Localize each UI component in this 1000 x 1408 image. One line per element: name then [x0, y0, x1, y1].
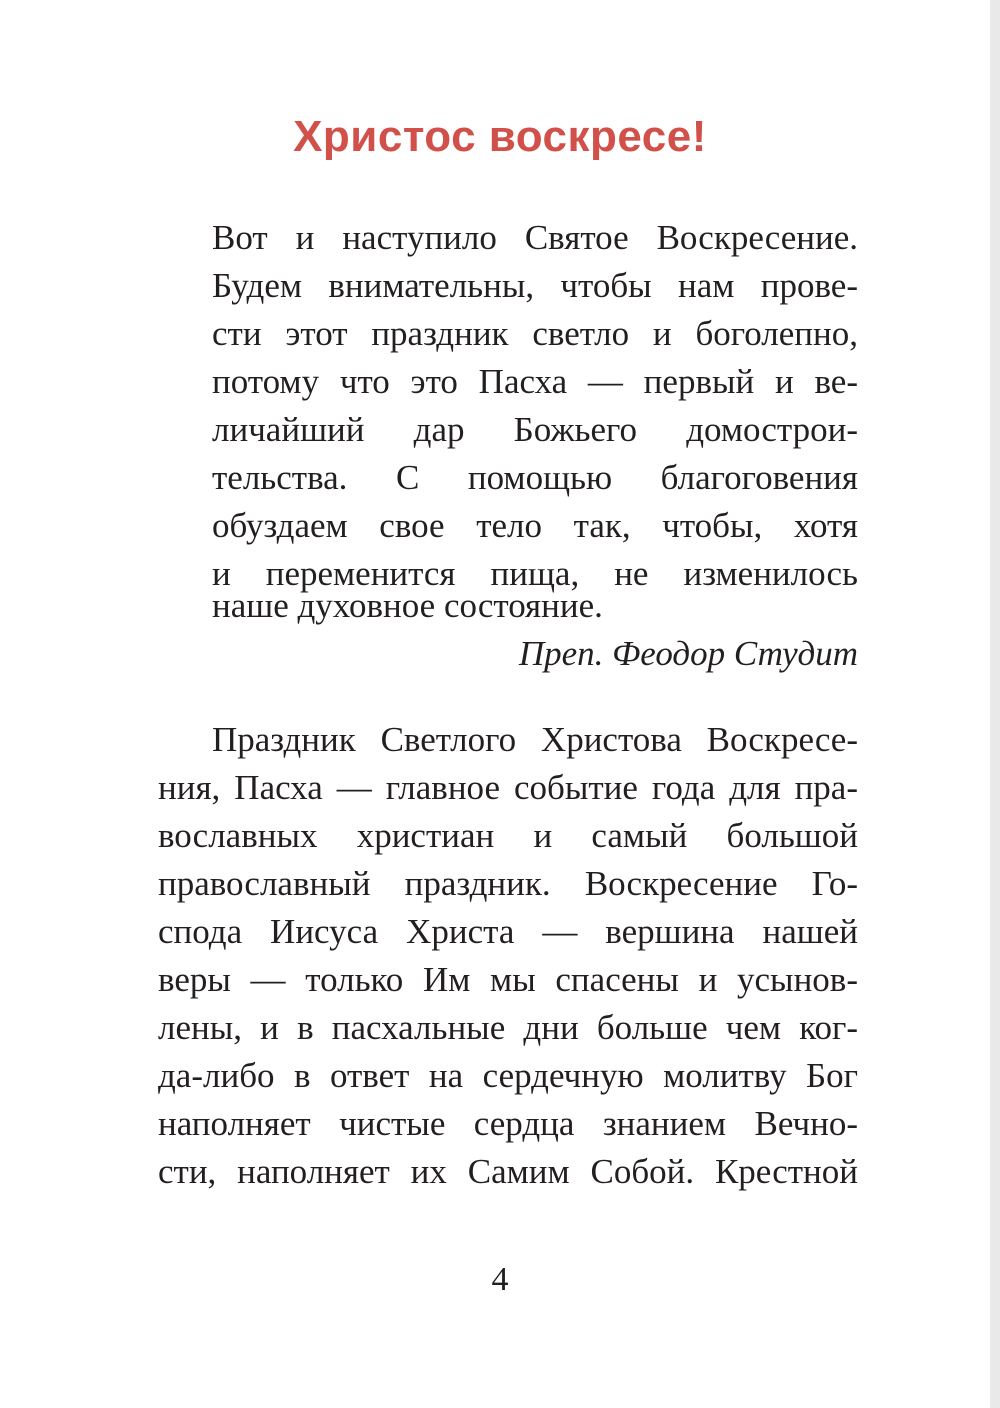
body-line: лены, и в пасхальные дни больше чем ког-	[158, 1008, 858, 1047]
epigraph-line: наше духовное состояние.	[212, 586, 603, 625]
body-line: наполняет чистые сердца знанием Вечно-	[158, 1104, 858, 1143]
epigraph-line: тельства. С помощью благоговения	[212, 458, 858, 497]
body-line: сти, наполняет их Самим Собой. Крестной	[158, 1152, 858, 1191]
epigraph-line: обуздаем свое тело так, чтобы, хотя	[212, 506, 858, 545]
epigraph-line: и переменится пища, не изменилось	[212, 554, 858, 593]
body-line: спода Иисуса Христа — вершина нашей	[158, 912, 858, 951]
page-edge-shadow	[990, 0, 1000, 1408]
body-line: Праздник Светлого Христова Воскресе-	[212, 720, 858, 759]
body-line: да-либо в ответ на сердечную молитву Бог	[158, 1056, 858, 1095]
epigraph-author: Преп. Феодор Студит	[518, 634, 858, 673]
page-number: 4	[491, 1261, 509, 1298]
body-line: православный праздник. Воскресение Го-	[158, 864, 858, 903]
body-line: ния, Пасха — главное событие года для пра-	[158, 768, 858, 807]
page-title: Христос воскресе!	[293, 112, 707, 161]
epigraph-line: потому что это Пасха — первый и ве-	[212, 362, 858, 401]
body-line: веры — только Им мы спасены и усынов-	[158, 960, 858, 999]
epigraph-line: Будем внимательны, чтобы нам прове-	[212, 266, 858, 305]
epigraph-line: личайший дар Божьего домострои-	[212, 410, 858, 449]
epigraph-line: сти этот праздник светло и боголепно,	[212, 314, 858, 353]
epigraph-line: Вот и наступило Святое Воскресение.	[212, 218, 858, 257]
body-line: вославных христиан и самый большой	[158, 816, 858, 855]
